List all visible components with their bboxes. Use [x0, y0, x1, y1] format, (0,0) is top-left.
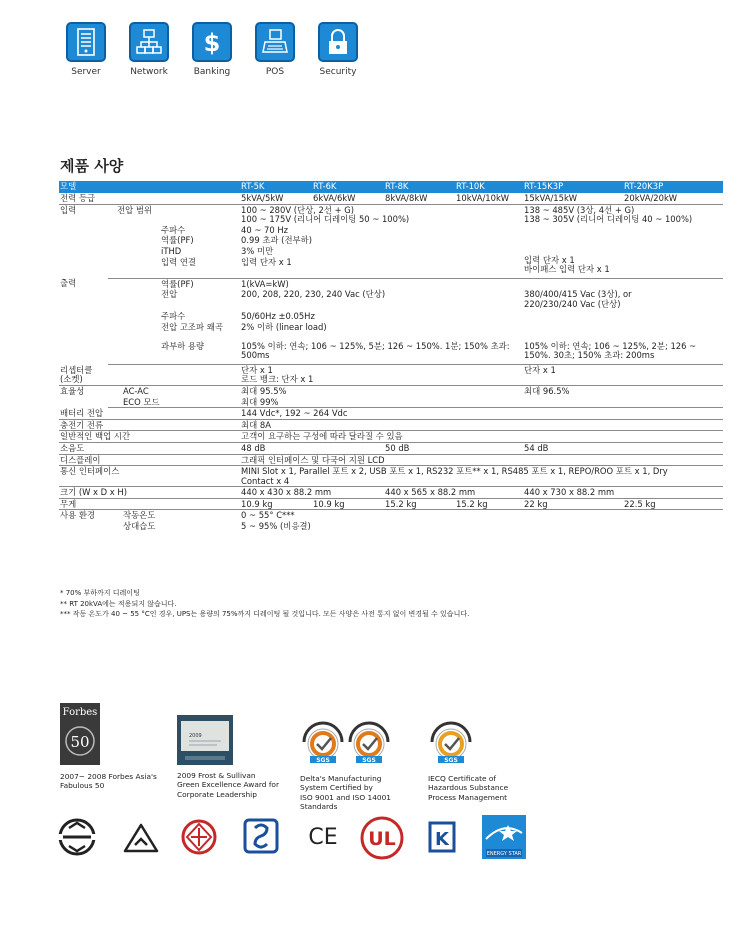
row-label: 역률(PF): [161, 278, 194, 289]
svg-text:$: $: [203, 29, 221, 56]
awards-section: [60, 703, 740, 813]
row-label: 과부하 용량: [160, 341, 240, 365]
spec-row-input-range: [59, 204, 723, 225]
spec-value: 고객이 요구하는 구성에 따라 달라질 수 있음: [240, 431, 723, 443]
spec-row-input-pf: [59, 235, 723, 246]
svg-text:K: K: [435, 829, 449, 850]
award-caption: 2007~ 2008 Forbes Asia's Fabulous 50: [60, 771, 157, 791]
spec-row-receptacle: [59, 364, 723, 385]
application-server: [55, 22, 117, 77]
spec-row-display: [59, 454, 723, 466]
spec-value: 그래픽 인터페이스 및 다국어 지원 LCD: [240, 454, 723, 466]
row-label: 작동온도: [123, 510, 156, 521]
spec-value: 440 x 730 x 88.2 mm: [523, 487, 723, 499]
spec-value: 6kVA/6kW: [312, 193, 384, 204]
spec-value: 5kVA/5kW: [240, 193, 312, 204]
spec-value: 54 dB: [523, 442, 723, 454]
spec-value: 440 x 430 x 88.2 mm: [240, 487, 384, 499]
spec-value: 8kVA/8kW: [384, 193, 455, 204]
spec-table: [59, 181, 723, 532]
spec-header-row: [59, 181, 723, 193]
model-rt-10k: RT-10K: [455, 181, 523, 193]
spec-value: 5 ~ 95% (비응결): [241, 521, 311, 532]
pos-icon: [255, 22, 295, 62]
spec-value: 200, 208, 220, 230, 240 Vac (단상): [241, 289, 386, 300]
spec-value: 50/60Hz ±0.05Hz: [241, 311, 315, 322]
row-label: 역률(PF): [161, 235, 194, 246]
kc-mark-icon: [427, 820, 457, 858]
icon-label: Security: [319, 67, 357, 77]
spec-value: 100 ~ 280V (단상, 2선 + G) 100 ~ 175V (리니어 디레이팅 50 ~ 100%): [241, 204, 410, 225]
svg-text:SGS: SGS: [444, 757, 458, 764]
bsmi-mark-icon: [243, 818, 279, 858]
energy-star-icon: [482, 815, 526, 863]
frost-sullivan-award: [177, 715, 279, 799]
spec-row-efficiency-eco: [59, 397, 723, 408]
iecq-award: [428, 718, 508, 802]
icon-label: POS: [265, 67, 285, 77]
row-label: 전압 고조파 왜곡: [161, 321, 223, 332]
spec-value: 15.2 kg: [455, 498, 523, 510]
banking-icon: [192, 22, 232, 62]
sgs-iso-award: [300, 718, 392, 812]
row-label: 소음도: [59, 442, 240, 454]
spec-row-output-overload: [59, 341, 723, 365]
spec-row-charger: [59, 419, 723, 431]
footnote: *** 작동 온도가 40 ~ 55 °C인 경우, UPS는 용량의 75%까지 디레이팅 될 것입니다. 모든 사양은 사전 통지 없이 변경될 수 있습니다.: [60, 610, 470, 618]
spacer: [108, 235, 160, 246]
application-pos: [244, 22, 306, 77]
frost-sullivan-plaque-icon: [177, 715, 233, 765]
spec-row-env-hum: [59, 521, 723, 532]
model-rt-6k: RT-6K: [312, 181, 384, 193]
pse-mark-icon: [179, 818, 219, 860]
spec-value: 144 Vdc*, 192 ~ 264 Vdc: [240, 408, 723, 420]
footnote: * 70% 부하까지 디레이팅: [60, 589, 140, 597]
spec-value: 138 ~ 485V (3상, 4선 + G) 138 ~ 305V (리니어 디레이팅 40 ~ 100%): [524, 204, 693, 225]
security-icon: [318, 22, 358, 62]
row-label: iTHD: [161, 245, 182, 256]
footnotes: [60, 588, 469, 620]
row-label: 입력 연결: [160, 257, 240, 279]
group-label: 사용 환경: [60, 510, 96, 521]
svg-text:SGS: SGS: [362, 757, 376, 764]
spec-value: 10kVA/10kW: [455, 193, 523, 204]
svg-text:2009: 2009: [189, 733, 202, 739]
ce-mark-icon: [305, 822, 341, 854]
spec-value: 입력 단자 x 1: [240, 257, 523, 279]
row-label: 주파수: [161, 224, 186, 235]
svg-text:SGS: SGS: [316, 757, 330, 764]
svg-text:CE: CE: [308, 825, 338, 850]
spec-value: 440 x 565 x 88.2 mm: [384, 487, 523, 499]
spec-value: 105% 이하: 연속; 106 ~ 125%, 2분; 126 ~ 150%. 30초; 150% 초과: 200ms: [523, 341, 723, 365]
application-security: [307, 22, 369, 77]
spec-value: 단자 x 1: [523, 364, 723, 385]
svg-text:UL: UL: [368, 828, 396, 850]
spec-row-rating: [59, 193, 723, 204]
spacer: [108, 289, 160, 311]
award-caption: Delta's Manufacturing System Certified by ISO 9001 and ISO 14001 Standards: [300, 773, 391, 812]
header-label: 모델: [59, 181, 240, 193]
spec-row-comm: [59, 466, 723, 487]
model-rt-5k: RT-5K: [240, 181, 312, 193]
group-label: 입력: [60, 204, 77, 215]
sgs-iso-marks-icon: [300, 718, 392, 766]
model-rt-8k: RT-8K: [384, 181, 455, 193]
spec-row-input-freq: [59, 225, 723, 236]
spec-row-battery: [59, 408, 723, 420]
spec-row-noise: [59, 442, 723, 454]
svg-text:ENERGY STAR: ENERGY STAR: [486, 851, 522, 857]
ul-mark-icon: [359, 815, 405, 865]
spec-value: 15.2 kg: [384, 498, 455, 510]
svg-text:Forbes: Forbes: [62, 707, 98, 718]
kc-safety-mark-icon: [55, 817, 99, 861]
spacer: [108, 225, 160, 236]
spec-value: 22 kg: [523, 498, 623, 510]
spec-value: 최대 95.5%: [241, 385, 287, 396]
spacer: [108, 341, 160, 365]
row-label: 리셉터클 (소켓): [59, 364, 240, 385]
sgs-iecq-mark-icon: [428, 718, 474, 766]
page-title: 제품 사양: [60, 157, 124, 175]
model-rt-15k3p: RT-15K3P: [523, 181, 623, 193]
spec-row-backup: [59, 431, 723, 443]
spec-row-output-thd: [59, 322, 723, 341]
rcm-mark-icon: [121, 821, 161, 859]
spec-row-env-temp: [59, 510, 723, 521]
award-caption: IECQ Certificate of Hazardous Substance Process Management: [428, 773, 509, 802]
application-banking: [181, 22, 243, 77]
row-label: 일반적인 백업 시간: [59, 431, 240, 443]
award-caption: 2009 Frost & Sullivan Green Excellence Award for Corporate Leadership: [177, 770, 279, 799]
application-network: [118, 22, 180, 77]
spec-value: 20kVA/20kW: [623, 193, 723, 204]
spec-value: 0.99 초과 (전부하): [241, 235, 312, 246]
spec-value: 40 ~ 70 Hz: [241, 224, 289, 235]
spec-value: 10.9 kg: [240, 498, 312, 510]
server-icon: [66, 22, 106, 62]
model-rt-20k3p: RT-20K3P: [623, 181, 723, 193]
spec-value: 380/400/415 Vac (3상), or 220/230/240 Vac (단상): [524, 289, 632, 309]
spec-value: 22.5 kg: [623, 498, 723, 510]
spec-value: 최대 96.5%: [524, 385, 570, 396]
row-label: 디스플레이: [59, 454, 240, 466]
row-label: 전력 등급: [59, 193, 240, 204]
spec-row-output-freq: [59, 311, 723, 322]
spec-value: 15kVA/15kW: [523, 193, 623, 204]
spacer: [108, 322, 160, 341]
certification-marks: [55, 815, 735, 865]
icon-label: Server: [71, 67, 101, 77]
spec-row-input-conn: [59, 257, 723, 279]
spec-value: 105% 이하: 연속; 106 ~ 125%, 5분; 126 ~ 150%. 1분; 150% 초과: 500ms: [240, 341, 523, 365]
row-label: 주파수: [161, 311, 186, 322]
spec-row-efficiency-acac: [59, 385, 723, 396]
row-label: 전압 범위: [117, 204, 153, 215]
group-label: 효율성: [60, 385, 85, 396]
row-label: 배터리 전압: [59, 408, 240, 420]
row-label: 상대습도: [123, 521, 156, 532]
spec-value: 입력 단자 x 1 바이패스 입력 단자 x 1: [523, 257, 723, 279]
icon-label: Banking: [193, 67, 231, 77]
spacer: [108, 311, 160, 322]
group-label: 출력: [60, 278, 77, 289]
icon-label: Network: [130, 67, 168, 77]
row-label: ECO 모드: [108, 397, 240, 408]
spec-value: 10.9 kg: [312, 498, 384, 510]
spec-value: 2% 이하 (linear load): [241, 321, 327, 332]
forbes-award: [60, 703, 157, 791]
spec-value: 단자 x 1 로드 뱅크: 단자 x 1: [240, 364, 523, 385]
row-label: 크기 (W x D x H): [59, 487, 240, 499]
spec-value: 최대 99%: [240, 397, 723, 408]
footnote: ** RT 20kVA에는 적용되지 않습니다.: [60, 599, 177, 608]
spec-value: 3% 미만: [241, 245, 274, 256]
row-label: 전압: [161, 289, 178, 300]
spec-value: 최대 8A: [240, 419, 723, 431]
svg-text:50: 50: [70, 733, 90, 751]
spacer: [108, 246, 160, 257]
spec-value: MINI Slot x 1, Parallel 포트 x 2, USB 포트 x 1, RS232 포트** x 1, RS485 포트 x 1, REPO/ROO 포트 x 1, Dry Contact x 4: [240, 466, 723, 487]
spec-value: 48 dB: [240, 442, 384, 454]
row-label: AC-AC: [123, 385, 149, 396]
spec-value: 50 dB: [384, 442, 523, 454]
forbes-logo-icon: [60, 703, 100, 765]
spec-row-size: [59, 487, 723, 499]
application-icons: [55, 22, 370, 77]
row-label: 충전기 전류: [59, 419, 240, 431]
row-label: 무게: [59, 498, 240, 510]
spec-value: 1(kVA=kW): [241, 278, 289, 289]
spacer: [108, 257, 160, 279]
spec-value: 0 ~ 55° C***: [241, 510, 295, 521]
spec-row-output-pf: [59, 278, 723, 289]
row-label: 통신 인터페이스: [59, 466, 240, 487]
spec-row-weight: [59, 498, 723, 510]
spec-row-output-volt: [59, 289, 723, 311]
network-icon: [129, 22, 169, 62]
spacer: [108, 278, 160, 289]
